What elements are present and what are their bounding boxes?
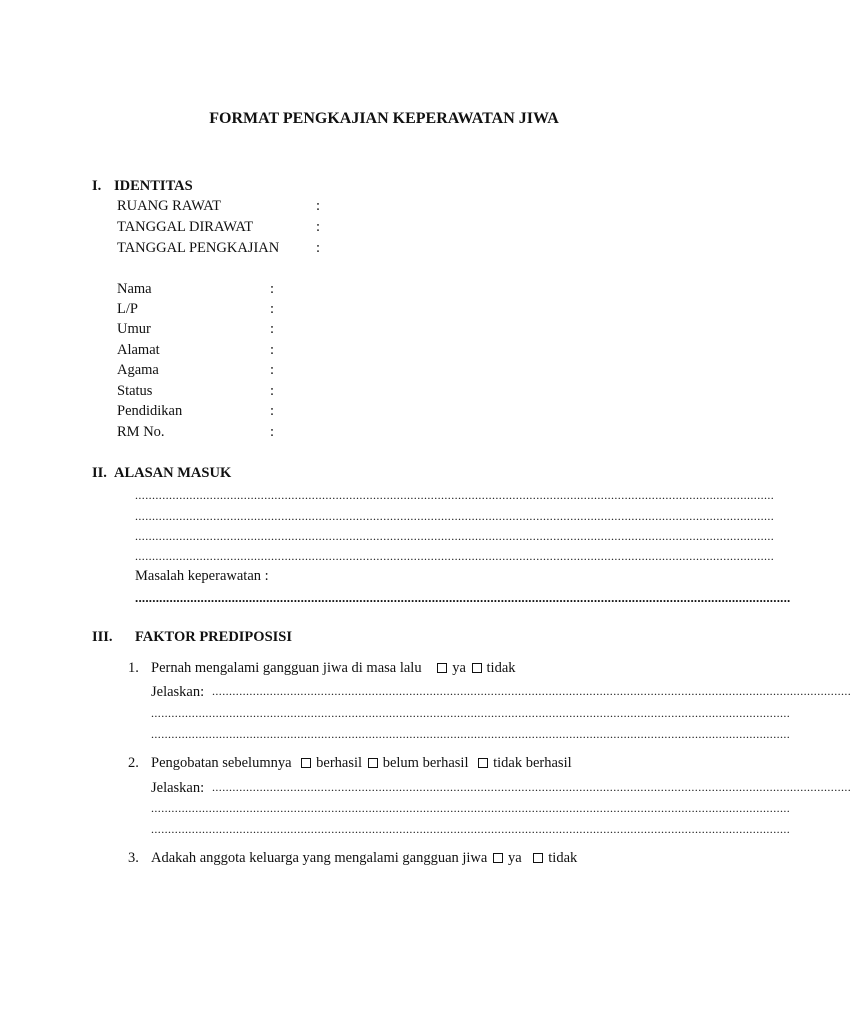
section-1-number: I. <box>92 178 102 194</box>
field-label-umur: Umur <box>117 321 151 337</box>
jelaskan-label: Jelaskan: <box>151 780 205 796</box>
fill-line[interactable]: ............................................................................................................................................................................................ <box>135 509 775 523</box>
item-question-text: Adakah anggota keluarga yang mengalami gangguan jiwa <box>151 850 488 866</box>
fill-line[interactable]: ............................................................................................................................................................................................ <box>212 684 851 698</box>
field-label-rm-no: RM No. <box>117 424 165 440</box>
jelaskan-label: Jelaskan: <box>151 684 205 700</box>
fill-line[interactable]: ............................................................................................................................................................................................ <box>151 706 791 720</box>
field-label-lp: L/P <box>117 301 138 317</box>
field-colon: : <box>270 281 275 297</box>
field-colon: : <box>270 362 275 378</box>
checkbox[interactable] <box>472 663 482 673</box>
field-colon: : <box>270 383 275 399</box>
field-colon: : <box>270 321 275 337</box>
section-2-number: II. <box>92 465 107 481</box>
checkbox[interactable] <box>368 758 378 768</box>
field-colon: : <box>270 403 275 419</box>
checkbox[interactable] <box>478 758 488 768</box>
option-label: tidak <box>548 850 578 866</box>
fill-line[interactable]: ............................................................................................................................................................................................ <box>135 529 775 543</box>
field-label-tanggal-dirawat: TANGGAL DIRAWAT <box>117 219 254 235</box>
section-2-heading: ALASAN MASUK <box>114 465 232 481</box>
field-label-tanggal-pengkajian: TANGGAL PENGKAJIAN <box>117 240 280 256</box>
field-label-pendidikan: Pendidikan <box>117 403 183 419</box>
section-3-heading: FAKTOR PREDIPOSISI <box>135 629 292 645</box>
fill-line[interactable]: ............................................................................................................................................................................................ <box>151 822 791 836</box>
item-question <box>151 850 577 867</box>
field-label-alamat: Alamat <box>117 342 160 358</box>
field-label-ruang-rawat: RUANG RAWAT <box>117 198 221 214</box>
option-label: belum berhasil <box>382 755 469 771</box>
item-number: 2. <box>128 755 139 771</box>
field-colon: : <box>270 301 275 317</box>
item-number: 1. <box>128 660 139 676</box>
option-label: berhasil <box>316 755 363 771</box>
field-label-agama: Agama <box>117 362 159 378</box>
checkbox[interactable] <box>493 853 503 863</box>
field-label-status: Status <box>117 383 153 399</box>
section-3-number: III. <box>92 629 113 645</box>
masalah-keperawatan-label: Masalah keperawatan : <box>135 568 269 584</box>
item-question <box>151 755 572 772</box>
field-label-nama: Nama <box>117 281 152 297</box>
masalah-keperawatan-fill-line[interactable]: .............................................................................................................................................................................................. <box>135 590 791 605</box>
fill-line[interactable]: ............................................................................................................................................................................................ <box>151 801 791 815</box>
item-number: 3. <box>128 850 139 866</box>
field-colon: : <box>316 219 321 235</box>
checkbox[interactable] <box>301 758 311 768</box>
field-colon: : <box>316 198 321 214</box>
option-label: tidak berhasil <box>493 755 572 771</box>
fill-line[interactable]: ............................................................................................................................................................................................ <box>135 549 775 563</box>
section-1-heading: IDENTITAS <box>114 178 193 194</box>
field-colon: : <box>316 240 321 256</box>
item-question-text: Pernah mengalami gangguan jiwa di masa lalu <box>151 660 422 676</box>
checkbox[interactable] <box>437 663 447 673</box>
fill-line[interactable]: ............................................................................................................................................................................................ <box>212 780 851 794</box>
checkbox[interactable] <box>533 853 543 863</box>
item-question <box>151 660 516 677</box>
field-colon: : <box>270 424 275 440</box>
fill-line[interactable]: ............................................................................................................................................................................................ <box>135 488 775 502</box>
option-label: ya <box>507 850 522 866</box>
page-title: FORMAT PENGKAJIAN KEPERAWATAN JIWA <box>209 110 559 127</box>
fill-line[interactable]: ............................................................................................................................................................................................ <box>151 727 791 741</box>
field-colon: : <box>270 342 275 358</box>
option-label: tidak <box>486 660 516 676</box>
option-label: ya <box>452 660 466 676</box>
item-question-text: Pengobatan sebelumnya <box>151 755 292 771</box>
